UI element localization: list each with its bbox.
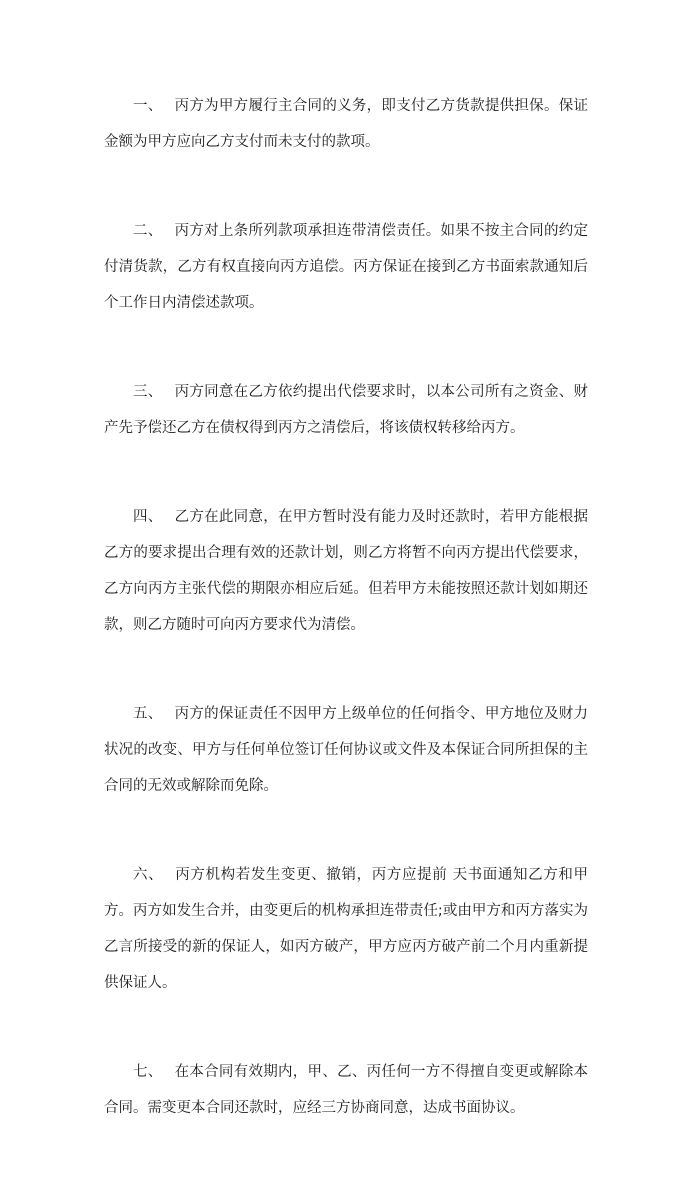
clause-number: 五、 bbox=[133, 706, 163, 722]
clause-number: 三、 bbox=[133, 384, 163, 400]
clause-number: 六、 bbox=[133, 867, 164, 883]
clause-text: 丙方同意在乙方依约提出代偿要求时，以本公司所有之资金、财产先予偿还乙方在债权得到丙方之清偿后，将该债权转移给丙方。 bbox=[104, 384, 589, 436]
clause-4 bbox=[104, 499, 588, 643]
clause-text: 丙方为甲方履行主合同的义务，即支付乙方货款提供担保。保证金额为甲方应向乙方支付而未支付的款项。 bbox=[104, 98, 589, 150]
clause-2 bbox=[104, 213, 588, 321]
clause-3 bbox=[104, 374, 588, 446]
document-page bbox=[104, 88, 588, 1179]
clause-text: 乙方在此同意，在甲方暂时没有能力及时还款时，若甲方能根据乙方的要求提出合理有效的还款计划，则乙方将暂不向丙方提出代偿要求，乙方向丙方主张代偿的期限亦相应后延。但若甲方未能按照还款计划如期还款，则乙方随时可向丙方要求代为清偿。 bbox=[104, 509, 589, 633]
clause-text: 丙方对上条所列款项承担连带清偿责任。如果不按主合同的约定付清货款，乙方有权直接向丙方追偿。丙方保证在接到乙方书面索款通知后 个工作日内清偿述款项。 bbox=[104, 223, 589, 311]
clause-number: 七、 bbox=[133, 1064, 163, 1080]
clause-number: 四、 bbox=[133, 509, 163, 525]
clause-5 bbox=[104, 696, 588, 804]
clause-number: 二、 bbox=[133, 223, 163, 239]
clause-text: 在本合同有效期内，甲、乙、丙任何一方不得擅自变更或解除本合同。需变更本合同还款时，应经三方协商同意，达成书面协议。 bbox=[104, 1064, 589, 1116]
clause-text: 丙方的保证责任不因甲方上级单位的任何指令、甲方地位及财力状况的改变、甲方与任何单位签订任何协议或文件及本保证合同所担保的主合同的无效或解除而免除。 bbox=[104, 706, 589, 794]
clause-1 bbox=[104, 88, 588, 160]
clause-number: 一、 bbox=[133, 98, 163, 114]
clause-text: 丙方机构若发生变更、撤销，丙方应提前 天书面通知乙方和甲方。丙方如发生合并，由变更后的机构承担连带责任;或由甲方和丙方落实为乙言所接受的新的保证人，如丙方破产，甲方应丙方破产前二个月内重新提供保证人。 bbox=[104, 867, 588, 991]
clause-7 bbox=[104, 1054, 588, 1126]
clause-6 bbox=[104, 857, 588, 1001]
